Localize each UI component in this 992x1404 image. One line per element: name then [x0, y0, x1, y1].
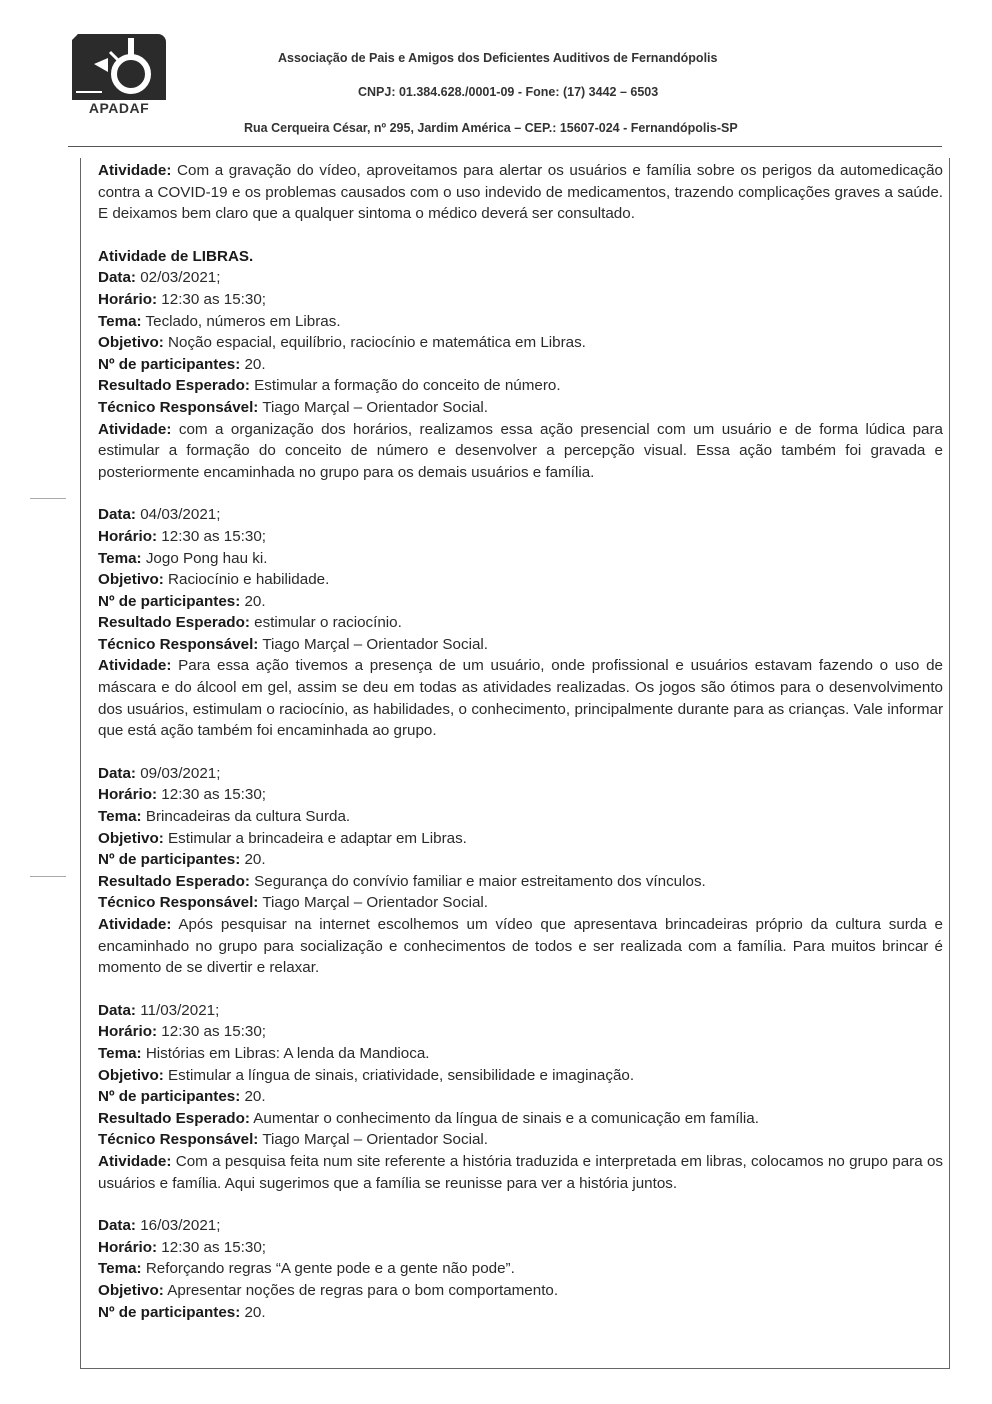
entry-activity: Atividade: Após pesquisar na internet escolhemos um vídeo que apresentava brincadeiras próprio da cultura surda e encaminhado no grupo para socialização e conhecimentos de todos e ser realizada com a família. Para muitos brincar é momento de se divertir e relaxar. — [98, 916, 943, 977]
activity-entry — [98, 267, 943, 483]
header-divider — [68, 146, 942, 147]
entry-participants: Nº de participantes: 20. — [98, 355, 266, 373]
entry-technician: Técnico Responsável: Tiago Marçal – Orientador Social. — [98, 398, 488, 416]
document-body — [98, 160, 943, 1323]
entry-objective: Objetivo: Estimular a língua de sinais, criatividade, sensibilidade e imaginação. — [98, 1066, 635, 1084]
entry-objective: Objetivo: Estimular a brincadeira e adaptar em Libras. — [98, 829, 467, 847]
entry-time: Horário: 12:30 as 15:30; — [98, 786, 267, 804]
entry-time: Horário: 12:30 as 15:30; — [98, 1023, 267, 1041]
entry-participants: Nº de participantes: 20. — [98, 1088, 266, 1106]
entry-technician: Técnico Responsável: Tiago Marçal – Orientador Social. — [98, 635, 488, 653]
activity-entry — [98, 1000, 943, 1194]
entry-time: Horário: 12:30 as 15:30; — [98, 1238, 267, 1256]
field-label: Atividade: — [98, 162, 172, 179]
address-line: Rua Cerqueira César, nº 295, Jardim América – CEP.: 15607-024 - Fernandópolis-SP — [244, 121, 738, 135]
cnpj-phone-line: CNPJ: 01.384.628./0001-09 - Fone: (17) 3442 – 6503 — [358, 85, 659, 99]
activity-entry — [98, 763, 943, 979]
intro-paragraph — [98, 160, 943, 225]
logo-mark-icon — [72, 34, 166, 100]
section-title: Atividade de LIBRAS. — [98, 247, 254, 265]
entry-expected-result: Resultado Esperado: Segurança do convívio familiar e maior estreitamento dos vínculos. — [98, 872, 706, 890]
entry-expected-result: Resultado Esperado: Estimular a formação do conceito de número. — [98, 377, 561, 395]
field-value: Com a gravação do vídeo, aproveitamos para alertar os usuários e família sobre os perigos da automedicação contra a COVID-19 e os problemas causados com o uso indevido de medicamentos, trazendo complicações graves a saúde. E deixamos bem claro que a qualquer sintoma o médico deverá ser consultado. — [98, 162, 943, 223]
entry-theme: Tema: Teclado, números em Libras. — [98, 312, 341, 330]
entry-theme: Tema: Reforçando regras “A gente pode e a gente não pode”. — [98, 1260, 515, 1278]
entry-date: Data: 11/03/2021; — [98, 1001, 220, 1019]
entry-expected-result: Resultado Esperado: Aumentar o conhecimento da língua de sinais e a comunicação em família. — [98, 1109, 759, 1127]
logo-wordmark: APADAF — [88, 100, 150, 116]
entry-technician: Técnico Responsável: Tiago Marçal – Orientador Social. — [98, 894, 488, 912]
entry-expected-result: Resultado Esperado: estimular o raciocínio. — [98, 614, 402, 632]
entry-theme: Tema: Jogo Pong hau ki. — [98, 549, 268, 567]
entry-objective: Objetivo: Apresentar noções de regras para o bom comportamento. — [98, 1281, 559, 1299]
entry-objective: Objetivo: Noção espacial, equilíbrio, raciocínio e matemática em Libras. — [98, 334, 586, 352]
entry-activity: Atividade: Para essa ação tivemos a presença de um usuário, onde profissional e usuários estavam fazendo o uso de máscara e do álcool em gel, assim se deu em todas as atividades realizadas. Os jogos são ótimos para o desenvolvimento dos usuários, estimulam o raciocínio, as habilidades, o conhecimento, principalmente durante para as crianças. Vale informar que está ação também foi encaminhada ao grupo. — [98, 657, 943, 740]
entry-technician: Técnico Responsável: Tiago Marçal – Orientador Social. — [98, 1131, 488, 1149]
entry-participants: Nº de participantes: 20. — [98, 851, 266, 869]
entry-time: Horário: 12:30 as 15:30; — [98, 290, 267, 308]
apadaf-logo — [72, 34, 166, 120]
org-name: Associação de Pais e Amigos dos Deficientes Auditivos de Fernandópolis — [278, 51, 718, 65]
activity-entry — [98, 504, 943, 742]
entry-participants: Nº de participantes: 20. — [98, 592, 266, 610]
entry-participants: Nº de participantes: 20. — [98, 1303, 266, 1321]
entry-time: Horário: 12:30 as 15:30; — [98, 527, 267, 545]
entry-activity: Atividade: Com a pesquisa feita num site referente a história traduzida e interpretada em libras, colocamos no grupo para os usuários e família. Aqui sugerimos que a família se reunisse para ver a história juntos. — [98, 1152, 943, 1192]
activity-entry — [98, 1215, 943, 1323]
entry-date: Data: 09/03/2021; — [98, 764, 221, 782]
entry-date: Data: 04/03/2021; — [98, 506, 221, 524]
margin-mark — [30, 876, 66, 877]
entry-activity: Atividade: com a organização dos horários, realizamos essa ação presencial com um usuário e de forma lúdica para estimular a formação do conceito de número e desenvolver a percepção visual. Essa ação também foi gravada e posteriormente encaminhada no grupo para os demais usuários e família. — [98, 420, 943, 481]
entry-objective: Objetivo: Raciocínio e habilidade. — [98, 571, 330, 589]
entry-theme: Tema: Brincadeiras da cultura Surda. — [98, 808, 351, 826]
margin-mark — [30, 498, 66, 499]
entry-date: Data: 16/03/2021; — [98, 1217, 221, 1235]
entry-theme: Tema: Histórias em Libras: A lenda da Mandioca. — [98, 1044, 430, 1062]
entry-date: Data: 02/03/2021; — [98, 269, 221, 287]
